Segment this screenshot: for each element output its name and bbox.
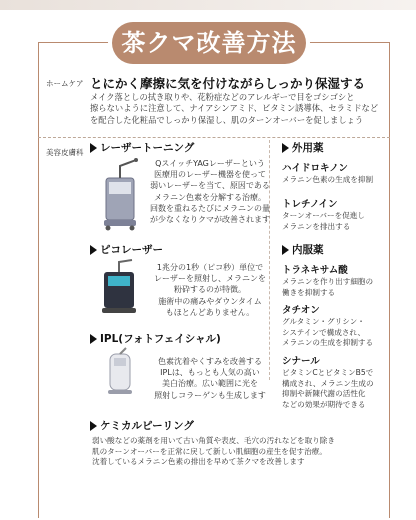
home-care-line: メイク落としの拭き取りや、花粉症などのアレルギーで目をゴシゴシと (90, 92, 355, 102)
peeling-heading (90, 418, 194, 433)
home-care-heading: とにかく摩擦に気を付けながらしっかり保湿する (90, 76, 366, 91)
triangle-bullet-icon (90, 421, 97, 431)
text-line: ターンオーバーを促進し (282, 211, 365, 220)
drug-desc (282, 368, 392, 410)
drug-name: トラネキサム酸 (282, 265, 348, 276)
drug-name: シナール (282, 356, 320, 367)
text-line: 沈着しているメラニン色素の排出を早めて茶クマを改善します (92, 457, 305, 467)
laser-device-icon (92, 158, 148, 232)
text-line: メラニン色素の生成を抑制 (282, 175, 374, 184)
peeling-title: ケミカルピーリング (100, 420, 194, 432)
text-line: QスイッチYAGレーザーという (155, 159, 265, 168)
text-line: が少なくなりクマが改善されます (150, 215, 270, 225)
text-line: 弱い酸などの薬剤を用いて古い角質や表皮、毛穴の汚れなどを取り除き (92, 436, 335, 445)
drug-name: ハイドロキノン (282, 163, 348, 174)
home-care-line: 擦らないように注意して、ナイアシンアミド、ビタミン誘導体、セラミドなど (90, 103, 379, 114)
text-line: 働きを抑制する (282, 287, 336, 297)
text-line: もほとんどありません。 (165, 307, 255, 317)
text-line: などの効果が期待できる (282, 399, 366, 409)
external-heading (282, 140, 324, 155)
triangle-bullet-icon (90, 334, 97, 344)
peeling-body (92, 436, 388, 468)
home-care-label: ホームケア (46, 79, 84, 88)
ipl-body (148, 356, 272, 401)
pico-laser-heading (90, 242, 163, 257)
drug-desc (282, 317, 392, 349)
text-line: メラニンを作り出す細胞の (282, 277, 374, 286)
text-line: 医療用のレーザー機器を使って (154, 170, 266, 180)
text-line: 1兆分の1秒（ピコ秒）単位で (156, 263, 264, 272)
triangle-bullet-icon (282, 245, 289, 255)
text-line: グルタミン・グリシン・ (282, 317, 365, 326)
text-line: システインで構成され、 (282, 327, 366, 337)
triangle-bullet-icon (90, 245, 97, 255)
text-line: 粉砕するのが特徴。 (174, 285, 246, 295)
text-line: 美白治療。広い範囲に光を (162, 379, 258, 389)
text-line: レーザーを照射し、メラニンを (154, 274, 266, 284)
text-line: 回数を重ねるたびにメラニンの量 (150, 203, 270, 213)
pico-laser-body (150, 262, 270, 318)
derm-label: 美容皮膚科 (46, 148, 84, 157)
laser-toning-body (150, 158, 270, 225)
laser-toning-title: レーザートーニング (100, 142, 195, 154)
ipl-title: IPL(フォトフェイシャル) (100, 333, 221, 345)
text-line: メラニンを排出する (282, 221, 351, 231)
text-line: ビタミンCとビタミンB5で (282, 368, 374, 377)
ipl-device-icon (100, 346, 140, 396)
drug-name: トレチノイン (282, 199, 338, 210)
laser-toning-heading (90, 140, 194, 155)
drug-desc (282, 175, 392, 186)
ipl-heading (90, 331, 221, 346)
internal-heading (282, 242, 324, 257)
home-care-line: を配合した化粧品でしっかり保湿し、肌のターンオーバーを促しましょう (90, 114, 364, 125)
triangle-bullet-icon (90, 143, 97, 153)
text-line: 色素沈着やくすみを改善する (158, 357, 262, 366)
top-stripe (0, 0, 416, 10)
drug-desc (282, 277, 392, 298)
text-line: 構成され、メラニン生成の (282, 378, 374, 388)
text-line: メラニン色素を分解する治療。 (154, 192, 266, 202)
text-line: 弱いレーザーを当て、原因である (150, 181, 270, 191)
external-title: 外用薬 (292, 142, 324, 154)
home-care-body (90, 92, 386, 126)
text-line: 施術中の痛みやダウンタイム (158, 296, 262, 306)
text-line: 抑制や新陳代謝の活性化 (282, 389, 366, 399)
text-line: 肌のターンオーバーを正常に戻して新しい肌細胞の産生を促す治療。 (92, 446, 327, 456)
triangle-bullet-icon (282, 143, 289, 153)
drug-desc (282, 211, 392, 232)
section-divider (38, 137, 390, 138)
text-line: IPLは、もっとも人気の高い (160, 368, 260, 378)
pico-device-icon (94, 258, 144, 316)
text-line: 照射しコラーゲンも生成します (154, 390, 266, 400)
pico-laser-title: ピコレーザー (100, 244, 163, 256)
text-line: メラニンの生成を抑制する (282, 338, 374, 348)
page-title: 茶クマ改善方法 (112, 22, 306, 64)
internal-title: 内服薬 (292, 244, 324, 256)
drug-name: タチオン (282, 305, 320, 316)
